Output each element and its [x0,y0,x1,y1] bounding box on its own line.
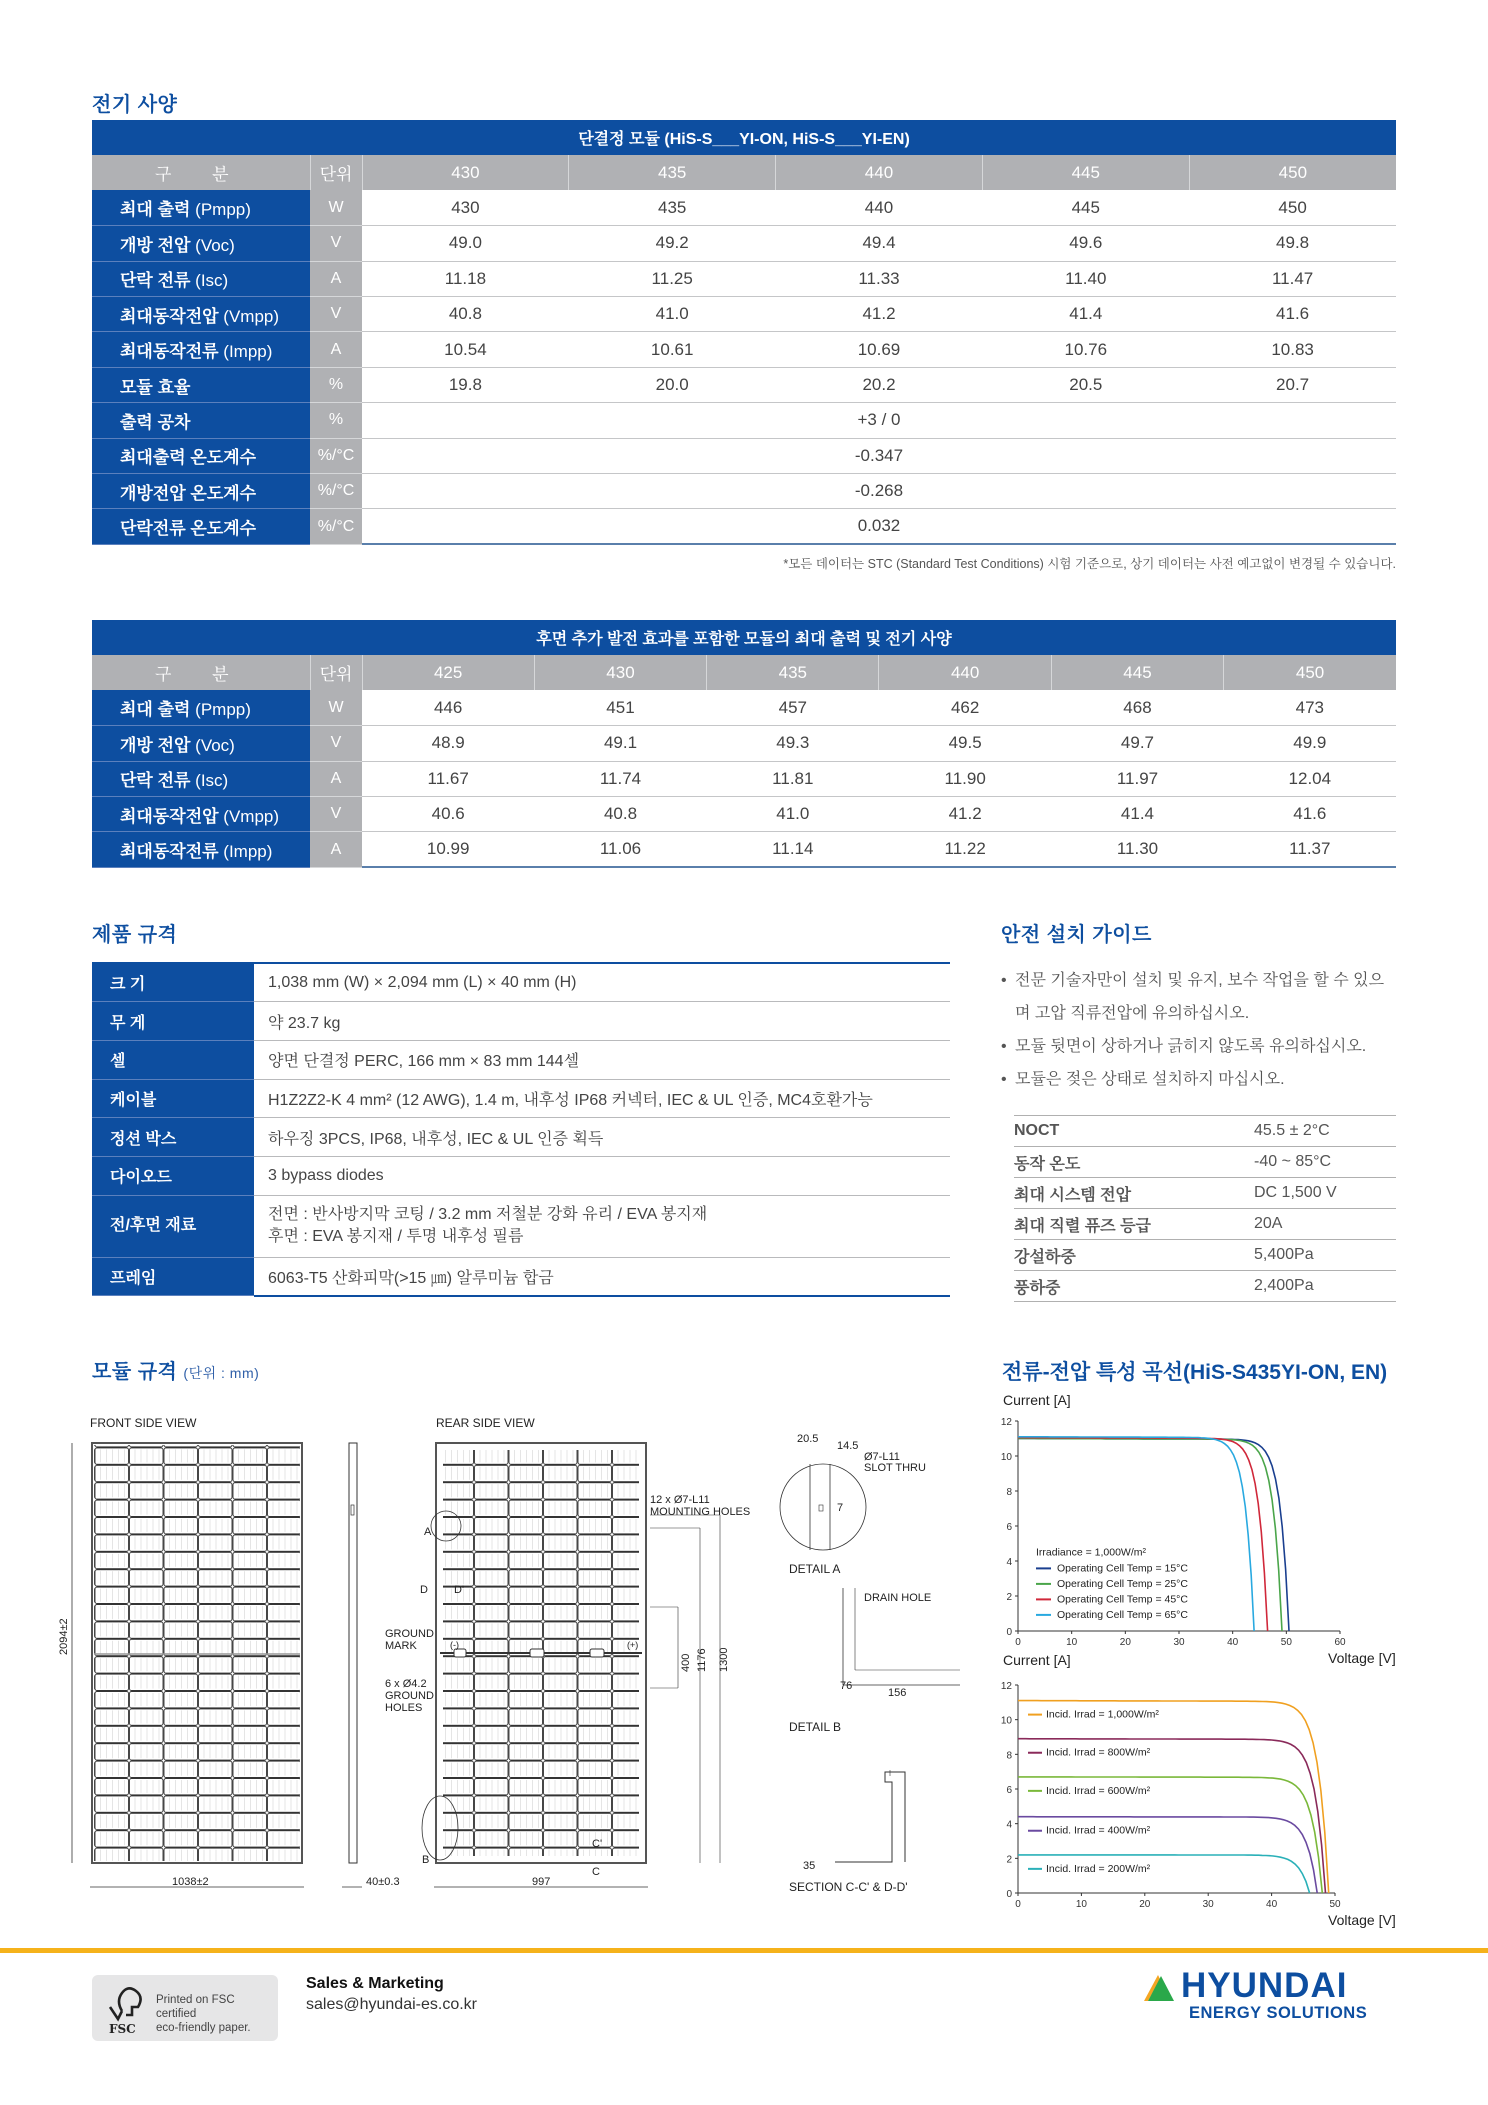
row-label: 단락 전류 (Isc) [92,761,310,796]
chart2-xlabel: Voltage [V] [1328,1912,1396,1928]
table-row [92,726,1396,761]
mounting-holes-text: MOUNTING HOLES [650,1506,751,1518]
cell-value: 41.4 [1051,797,1223,832]
cell-value: 446 [362,690,534,725]
electrical-section-title: 전기 사양 [92,94,178,116]
row-label: 최대 출력 (Pmpp) [92,690,310,725]
header-model: 440 [776,155,983,190]
row-unit: % [310,403,362,438]
table-caption: 단결정 모듈 (HiS-S___YI-ON, HiS-S___YI-EN) [92,120,1396,155]
row-label: 최대출력 온도계수 [92,438,310,473]
svg-text:6: 6 [1006,1785,1012,1796]
cell-value: 10.99 [362,832,534,867]
table-row [92,963,950,1002]
positive-terminal: (+) [627,1640,639,1650]
table-row [92,690,1396,725]
cell-value: 41.4 [982,297,1189,332]
row-label: 최대동작전압 (Vmpp) [92,297,310,332]
cell-value: 49.4 [776,226,983,261]
svg-text:Operating Cell Temp = 15°C: Operating Cell Temp = 15°C [1057,1562,1188,1575]
cell-value: 10.76 [982,332,1189,367]
cell-value: 430 [362,190,569,225]
row-unit: %/°C [310,509,362,544]
cell-value: 41.6 [1189,297,1396,332]
table-row [92,797,1396,832]
mounting-holes-text: 12 x Ø7-L11 [650,1494,710,1506]
cell-value: 473 [1224,690,1396,725]
cell-value: 41.2 [776,297,983,332]
condition-value: DC 1,500 V [1254,1178,1396,1209]
cell-value: 468 [1051,690,1223,725]
cell-value: 11.06 [534,832,706,867]
cell-value: 40.6 [362,797,534,832]
unit-note: (단위 : mm) [183,1365,260,1381]
svg-text:40: 40 [1227,1637,1239,1648]
row-unit: V [310,797,362,832]
header-unit: 단위 [310,155,362,190]
condition-key: 동작 온도 [1014,1147,1254,1178]
cell-value: -0.347 [362,438,1396,473]
table-row [92,438,1396,473]
cell-value: 49.1 [534,726,706,761]
cell-value: 전면 : 반사방지막 코팅 / 3.2 mm 저철분 강화 유리 / EVA 봉지재 후면 : EVA 봉지재 / 투명 내후성 필름 [254,1195,950,1257]
callout-d: D [420,1584,428,1596]
module-technical-drawing [60,1430,960,1900]
dim-156: 156 [888,1687,907,1699]
row-label: 크 기 [92,963,254,1002]
svg-text:4: 4 [1006,1819,1012,1831]
svg-text:Operating Cell Temp = 45°C: Operating Cell Temp = 45°C [1057,1593,1188,1606]
cell-value: 40.8 [362,297,569,332]
fsc-badge [92,1975,278,2041]
cell-value: 20.7 [1189,367,1396,402]
electrical-spec-table [92,120,1396,545]
dim-height: 2094±2 [58,1618,70,1655]
table-row [92,332,1396,367]
cell-value: 11.14 [707,832,879,867]
header-model: 445 [1051,655,1223,690]
cell-value: 20.0 [569,367,776,402]
cell-value: 1,038 mm (W) × 2,094 mm (L) × 40 mm (H) [254,963,950,1002]
cell-value: 48.9 [362,726,534,761]
cell-value: 11.97 [1051,761,1223,796]
row-label: 케이블 [92,1079,254,1118]
condition-value: 45.5 ± 2°C [1254,1116,1396,1147]
cell-value: 49.7 [1051,726,1223,761]
row-label: 정션 박스 [92,1118,254,1157]
svg-text:50: 50 [1280,1637,1292,1648]
cell-value: 41.2 [879,797,1051,832]
svg-text:Operating Cell Temp = 65°C: Operating Cell Temp = 65°C [1057,1608,1188,1621]
chart1-ylabel: Current [A] [1003,1392,1071,1408]
cell-value: 11.74 [534,761,706,796]
svg-text:Operating Cell Temp = 25°C: Operating Cell Temp = 25°C [1057,1577,1188,1590]
row-unit: %/°C [310,474,362,509]
safety-section-title: 안전 설치 가이드 [1001,924,1152,946]
cell-value: 11.67 [362,761,534,796]
table-row [1014,1240,1396,1271]
hyundai-triangle-logo-icon [1138,1972,1178,2002]
cell-value: 10.83 [1189,332,1396,367]
row-label: 전/후면 재료 [92,1195,254,1257]
svg-text:2: 2 [1006,1854,1012,1866]
dim-width: 1038±2 [172,1876,209,1888]
callout-c: C [592,1866,600,1878]
row-label: 단락전류 온도계수 [92,509,310,544]
callout-b: B [422,1854,430,1866]
header-model: 435 [707,655,879,690]
condition-value: 2,400Pa [1254,1271,1396,1302]
row-label: 모듈 효율 [92,367,310,402]
iv-chart-irradiance [1000,1675,1400,1915]
cell-value: 11.30 [1051,832,1223,867]
cell-value: 11.18 [362,261,569,296]
table-row [92,1040,950,1079]
row-unit: A [310,761,362,796]
module-drawing-title [92,1355,259,1384]
header-model: 450 [1224,655,1396,690]
cell-value: 49.6 [982,226,1189,261]
dim-thickness: 40±0.3 [366,1876,400,1888]
ground-holes-text: HOLES [385,1702,423,1714]
cell-value: 12.04 [1224,761,1396,796]
cell-value: 457 [707,690,879,725]
section-label: SECTION C-C' & D-D' [789,1880,908,1894]
table-row [92,226,1396,261]
header-model: 445 [982,155,1189,190]
fsc-text-line: eco-friendly paper. [156,2022,251,2034]
row-label: 개방전압 온도계수 [92,474,310,509]
table-row [92,1156,950,1195]
cell-value: 49.2 [569,226,776,261]
detail-b-label: DETAIL B [789,1720,842,1734]
front-view-label: FRONT SIDE VIEW [90,1416,197,1430]
condition-key: 강설하중 [1014,1240,1254,1271]
svg-text:40: 40 [1266,1899,1278,1910]
cell-value: 11.37 [1224,832,1396,867]
callout-a: A [424,1526,432,1538]
header-model: 435 [569,155,776,190]
cell-value: 49.3 [707,726,879,761]
cell-value: 462 [879,690,1051,725]
table-row [92,1079,950,1118]
cell-value: 11.22 [879,832,1051,867]
row-label: 최대동작전압 (Vmpp) [92,797,310,832]
row-label: 단락 전류 (Isc) [92,261,310,296]
svg-text:2: 2 [1006,1592,1012,1603]
row-unit: % [310,367,362,402]
svg-text:10: 10 [1000,1715,1012,1727]
dim-20-5: 20.5 [797,1433,819,1445]
table-row [92,1195,950,1257]
condition-key: 최대 직렬 퓨즈 등급 [1014,1209,1254,1240]
svg-text:Incid. Irrad = 200W/m²: Incid. Irrad = 200W/m² [1046,1862,1151,1875]
svg-text:12: 12 [1000,1417,1012,1428]
svg-text:12: 12 [1000,1681,1012,1692]
table-row [92,1002,950,1041]
row-unit: V [310,726,362,761]
cell-value: 양면 단결정 PERC, 166 mm × 83 mm 144셀 [254,1040,950,1079]
ground-holes-text: GROUND [385,1690,434,1702]
dim-400: 400 [680,1653,692,1672]
chart2-ylabel: Current [A] [1003,1652,1071,1668]
row-label: 최대 출력 (Pmpp) [92,190,310,225]
row-label: 최대동작전류 (Impp) [92,832,310,867]
cell-value: 41.6 [1224,797,1396,832]
table-row [92,261,1396,296]
header-model: 430 [534,655,706,690]
table-row [92,297,1396,332]
cell-value: 440 [776,190,983,225]
svg-text:0: 0 [1015,1637,1021,1648]
row-unit: A [310,332,362,367]
svg-text:FSC: FSC [109,2022,136,2035]
svg-text:0: 0 [1015,1899,1021,1910]
ground-mark-text: GROUND [385,1628,434,1640]
cell-value: H1Z2Z2-K 4 mm² (12 AWG), 1.4 m, 내후성 IP68 커넥터, IEC & UL 인증, MC4호환가능 [254,1079,950,1118]
row-unit: V [310,297,362,332]
dim-1300: 1300 [718,1647,730,1672]
cell-value: 11.33 [776,261,983,296]
cell-value: 10.54 [362,332,569,367]
table-row [1014,1209,1396,1240]
table-caption: 후면 추가 발전 효과를 포함한 모듈의 최대 출력 및 전기 사양 [92,620,1396,655]
rear-view-label: REAR SIDE VIEW [436,1416,535,1430]
operating-conditions-table [1014,1115,1396,1302]
safety-bullet: • 모듈 뒷면이 상하거나 긁히지 않도록 유의하십시오. [1001,1030,1396,1063]
dim-14-5: 14.5 [837,1440,859,1452]
svg-text:20: 20 [1119,1637,1131,1648]
cell-value: 11.90 [879,761,1051,796]
dim-76: 76 [840,1680,853,1692]
header-model: 425 [362,655,534,690]
cell-value: 20.5 [982,367,1189,402]
svg-text:30: 30 [1173,1637,1185,1648]
condition-value: -40 ~ 85°C [1254,1147,1396,1178]
svg-text:30: 30 [1202,1899,1214,1910]
row-unit: A [310,261,362,296]
row-label: 개방 전압 (Voc) [92,726,310,761]
cell-value: 49.0 [362,226,569,261]
dim-35: 35 [803,1860,816,1872]
row-unit: W [310,190,362,225]
row-unit: V [310,226,362,261]
mounting-holes-note [650,1494,750,1518]
cell-value: +3 / 0 [362,403,1396,438]
cell-value: 약 23.7 kg [254,1002,950,1041]
table-row [92,1257,950,1296]
slot-text: SLOT THRU [864,1462,926,1474]
table-row [1014,1147,1396,1178]
cell-value: 6063-T5 산화피막(>15 ㎛) 알루미늄 합금 [254,1257,950,1296]
slot-note [864,1452,926,1474]
svg-text:Incid. Irrad = 1,000W/m²: Incid. Irrad = 1,000W/m² [1046,1708,1159,1721]
stc-footnote: *모든 데이터는 STC (Standard Test Conditions) 시험 기준으로, 상기 데이터는 사전 예고없이 변경될 수 있습니다. [783,557,1396,571]
iv-curves-title: 전류-전압 특성 곡선(HiS-S435YI-ON, EN) [1002,1361,1388,1384]
header-unit: 단위 [310,655,362,690]
dim-inner-width: 997 [532,1876,551,1888]
callout-c-prime: C' [592,1838,603,1850]
cell-value: 20.2 [776,367,983,402]
table-row [92,1118,950,1157]
ground-mark-note [385,1628,434,1652]
header-category: 구 분 [92,155,310,190]
cell-value: 19.8 [362,367,569,402]
table-row [92,367,1396,402]
cell-value: 451 [534,690,706,725]
table-row [1014,1116,1396,1147]
cell-value: 10.61 [569,332,776,367]
row-unit: W [310,690,362,725]
condition-key: 풍하중 [1014,1271,1254,1302]
svg-text:10: 10 [1000,1452,1012,1463]
table-row [92,509,1396,544]
svg-text:10: 10 [1066,1637,1078,1648]
row-unit: %/°C [310,438,362,473]
row-label: 개방 전압 (Voc) [92,226,310,261]
cell-value: 3 bypass diodes [254,1156,950,1195]
table-row [92,474,1396,509]
dim-7: 7 [837,1502,844,1514]
header-model: 430 [362,155,569,190]
cell-value: 49.9 [1224,726,1396,761]
svg-text:Irradiance = 1,000W/m²: Irradiance = 1,000W/m² [1036,1546,1147,1559]
cell-value: 40.8 [534,797,706,832]
svg-text:Incid. Irrad = 600W/m²: Incid. Irrad = 600W/m² [1046,1784,1151,1797]
table-row [92,190,1396,225]
dim-1176: 1176 [696,1648,708,1672]
bifacial-spec-table [92,620,1396,868]
cell-value: 49.8 [1189,226,1396,261]
product-section-title: 제품 규격 [92,924,178,946]
iv-chart-temperature [1000,1415,1400,1655]
svg-text:4: 4 [1006,1557,1012,1568]
row-label: 셀 [92,1040,254,1079]
table-row [1014,1178,1396,1209]
svg-text:0: 0 [1006,1889,1012,1900]
row-label: 출력 공차 [92,403,310,438]
cell-value: 11.47 [1189,261,1396,296]
drain-hole-label: DRAIN HOLE [864,1592,932,1604]
cell-value: 11.25 [569,261,776,296]
table-row [92,832,1396,867]
row-label: 다이오드 [92,1156,254,1195]
svg-text:8: 8 [1006,1750,1012,1762]
row-label: 프레임 [92,1257,254,1296]
table-header [92,155,1396,190]
product-spec-table [92,962,950,1297]
svg-text:20: 20 [1139,1899,1151,1910]
svg-text:Incid. Irrad = 800W/m²: Incid. Irrad = 800W/m² [1046,1746,1151,1759]
fsc-text-line: Printed on FSC certified [156,1994,235,2020]
cell-value: 49.5 [879,726,1051,761]
cell-value: 11.40 [982,261,1189,296]
table-row [92,403,1396,438]
cell-value: 10.69 [776,332,983,367]
cell-value: 435 [569,190,776,225]
condition-key: NOCT [1014,1116,1254,1147]
cell-value: 41.0 [707,797,879,832]
ground-holes-text: 6 x Ø4.2 [385,1678,427,1690]
svg-text:60: 60 [1334,1637,1346,1648]
safety-bullets [1001,964,1396,1096]
svg-text:6: 6 [1006,1522,1012,1533]
cell-value: 450 [1189,190,1396,225]
fsc-tree-icon [102,1981,150,2035]
brand-subtitle: ENERGY SOLUTIONS [1189,2004,1368,2022]
safety-bullet: • 모듈은 젖은 상태로 설치하지 마십시오. [1001,1063,1396,1096]
ground-mark-text: MARK [385,1640,417,1652]
row-unit: A [310,832,362,867]
condition-value: 20A [1254,1209,1396,1240]
svg-text:10: 10 [1075,1899,1087,1910]
chart1-xlabel: Voltage [V] [1328,1650,1396,1666]
callout-d-prime: D' [454,1584,465,1596]
svg-text:8: 8 [1006,1487,1012,1498]
condition-key: 최대 시스템 전압 [1014,1178,1254,1209]
ground-holes-note [385,1678,434,1714]
slot-text: Ø7-L11 [864,1451,900,1463]
sales-title: Sales & Marketing [306,1975,444,1992]
safety-bullet: • 전문 기술자만이 설치 및 유지, 보수 작업을 할 수 있으며 고압 직류전압에 유의하십시오. [1001,964,1396,1030]
row-label: 최대동작전류 (Impp) [92,332,310,367]
cell-value: 41.0 [569,297,776,332]
sales-email[interactable]: sales@hyundai-es.co.kr [306,1996,477,2013]
table-header [92,655,1396,690]
cell-value: 0.032 [362,509,1396,544]
header-model: 440 [879,655,1051,690]
brand-name: HYUNDAI [1181,1966,1348,2005]
svg-text:0: 0 [1006,1627,1012,1638]
header-category: 구 분 [92,655,310,690]
row-label: 무 게 [92,1002,254,1041]
cell-value: 445 [982,190,1189,225]
detail-a-label: DETAIL A [789,1562,841,1576]
table-row [92,761,1396,796]
negative-terminal: (-) [450,1640,459,1650]
fsc-text [156,1993,278,2035]
condition-value: 5,400Pa [1254,1240,1396,1271]
module-drawing-title-text: 모듈 규격 [92,1361,178,1383]
svg-text:50: 50 [1329,1899,1341,1910]
cell-value: 11.81 [707,761,879,796]
header-model: 450 [1189,155,1396,190]
cell-value: -0.268 [362,474,1396,509]
cell-value: 하우징 3PCS, IP68, 내후성, IEC & UL 인증 획득 [254,1118,950,1157]
footer-divider [0,1948,1488,1953]
table-row [1014,1271,1396,1302]
svg-text:Incid. Irrad = 400W/m²: Incid. Irrad = 400W/m² [1046,1824,1151,1837]
